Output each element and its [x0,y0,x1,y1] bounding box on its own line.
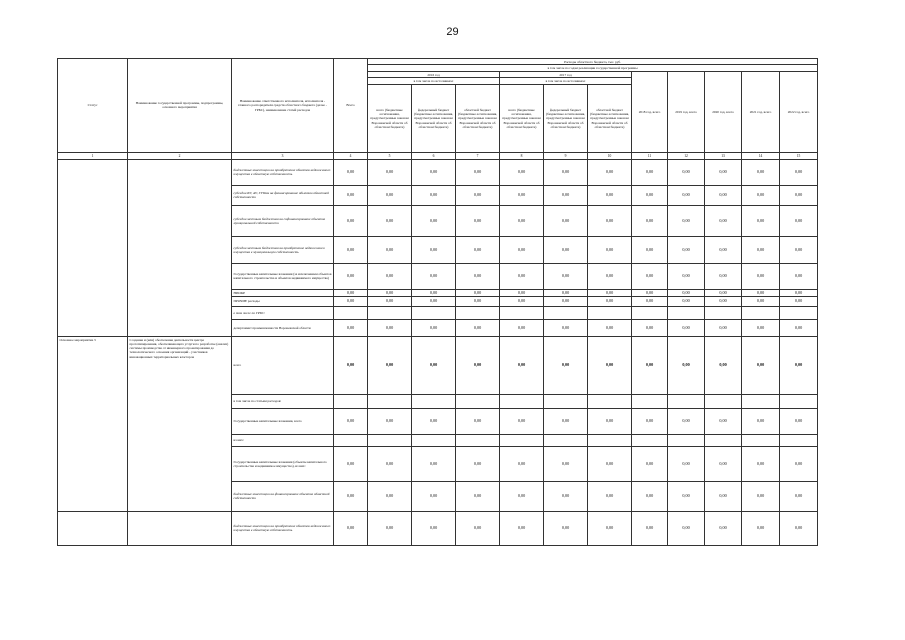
value-cell: 0,00 [412,185,456,205]
value-cell: 0,00 [742,408,780,434]
col-number: 5 [368,152,412,159]
col-number: 10 [588,152,632,159]
row-label: субсидии БУ, АУ, ГУПам на финансирование объектов областной собственности [232,185,334,205]
empty-cell [456,394,500,408]
row-label: субсидии местным бюджетам на приобретение недвижимого имущества в муниципальную собственность [232,236,334,263]
value-cell: 0,00 [500,296,544,306]
row-label: в том числе по ГРБС: [232,306,334,319]
header-by-source-2016: в том числе по источникам: [368,78,500,84]
value-cell: 0,00 [780,296,818,306]
value-cell: 0,00 [412,296,456,306]
row-label: всего [232,336,334,394]
status-main-activity: Основное мероприятие 3 [58,336,128,511]
empty-cell [705,434,742,446]
value-cell: 0,00 [456,159,500,185]
empty-cell [368,434,412,446]
row-label: бюджетные инвестиции на приобретение объектов недвижимого имущества в областную собственность [232,511,334,545]
value-cell: 0,00 [500,446,544,481]
empty-cell [456,434,500,446]
empty-cell [500,434,544,446]
empty-cell [705,394,742,408]
value-cell: 0,00 [742,236,780,263]
col-number: 2 [128,152,232,159]
value-cell: 0,00 [705,481,742,511]
value-cell: 0,00 [334,446,368,481]
header-2020: 2020 год, всего [705,71,742,152]
value-cell: 0,00 [368,205,412,236]
value-cell: 0,00 [412,336,456,394]
row-label: субсидии местным бюджетам на софинансирование объектов муниципальной собственности [232,205,334,236]
value-cell: 0,00 [742,296,780,306]
value-cell: 0,00 [668,336,705,394]
value-cell: 0,00 [456,511,500,545]
row-label: Государственные капитальные вложения, всего [232,408,334,434]
value-cell: 0,00 [456,336,500,394]
value-cell: 0,00 [668,296,705,306]
header-status: Статус [58,59,128,153]
value-cell: 0,00 [368,296,412,306]
value-cell: 0,00 [334,289,368,296]
value-cell: 0,00 [632,336,668,394]
value-cell: 0,00 [368,159,412,185]
value-cell: 0,00 [334,205,368,236]
value-cell: 0,00 [742,336,780,394]
header-2018: 2018 год, всего [632,71,668,152]
value-cell: 0,00 [500,263,544,289]
value-cell: 0,00 [456,289,500,296]
value-cell: 0,00 [780,446,818,481]
value-cell: 0,00 [742,263,780,289]
col-number: 11 [632,152,668,159]
value-cell: 0,00 [588,263,632,289]
empty-cell [368,394,412,408]
row-label: ПРОЧИЕ расходы [232,296,334,306]
value-cell: 0,00 [334,296,368,306]
value-cell: 0,00 [456,236,500,263]
value-cell: 0,00 [456,408,500,434]
col-number: 13 [705,152,742,159]
empty-cell [632,394,668,408]
empty-cell [668,306,705,319]
value-cell: 0,00 [544,511,588,545]
value-cell: 0,00 [544,185,588,205]
value-cell: 0,00 [412,481,456,511]
empty-cell [544,394,588,408]
status-cell-empty [58,511,128,545]
value-cell: 0,00 [412,446,456,481]
value-cell: 0,00 [412,159,456,185]
value-cell: 0,00 [500,205,544,236]
row-label: из них: [232,434,334,446]
row-label: Государственные капитальные вложения (объекты капитального строительства и недвижимое имущество), из них: [232,446,334,481]
value-cell: 0,00 [742,205,780,236]
value-cell: 0,00 [368,336,412,394]
value-cell: 0,00 [544,289,588,296]
value-cell: 0,00 [632,289,668,296]
value-cell: 0,00 [705,296,742,306]
value-cell: 0,00 [705,185,742,205]
value-cell: 0,00 [668,159,705,185]
value-cell: 0,00 [412,319,456,336]
value-cell: 0,00 [412,408,456,434]
value-cell: 0,00 [500,289,544,296]
value-cell: 0,00 [334,263,368,289]
value-cell: 0,00 [334,481,368,511]
value-cell: 0,00 [334,159,368,185]
value-cell: 0,00 [742,159,780,185]
value-cell: 0,00 [705,289,742,296]
value-cell: 0,00 [544,296,588,306]
value-cell: 0,00 [368,185,412,205]
col-number: 4 [334,152,368,159]
empty-cell [588,306,632,319]
value-cell: 0,00 [334,236,368,263]
empty-cell [705,306,742,319]
value-cell: 0,00 [632,185,668,205]
value-cell: 0,00 [742,511,780,545]
header-2017-federal: федеральный бюджет (бюджетные ассигнования, предусмотренные законом Воронежской области об областном бюджете) [544,84,588,152]
empty-cell [334,434,368,446]
value-cell: 0,00 [705,408,742,434]
empty-cell [500,394,544,408]
empty-cell [588,394,632,408]
program-cell-empty [128,159,232,336]
value-cell: 0,00 [544,159,588,185]
value-cell: 0,00 [780,236,818,263]
value-cell: 0,00 [632,205,668,236]
value-cell: 0,00 [588,481,632,511]
value-cell: 0,00 [544,481,588,511]
value-cell: 0,00 [742,185,780,205]
col-number: 3 [232,152,334,159]
value-cell: 0,00 [544,408,588,434]
budget-table [57,58,818,546]
value-cell: 0,00 [334,336,368,394]
value-cell: 0,00 [668,481,705,511]
empty-cell [334,306,368,319]
empty-cell [544,306,588,319]
row-label: Государственные капитальные вложения (за исключением объектов капитального строительства и объектов недвижимого имущества) [232,263,334,289]
empty-cell [780,434,818,446]
value-cell: 0,00 [412,511,456,545]
header-expenses-title: Расходы областного бюджета, тыс. руб. [368,59,818,65]
col-number: 8 [500,152,544,159]
table-row [58,336,818,394]
value-cell: 0,00 [368,408,412,434]
value-cell: 0,00 [780,205,818,236]
value-cell: 0,00 [780,289,818,296]
value-cell: 0,00 [632,236,668,263]
value-cell: 0,00 [544,205,588,236]
value-cell: 0,00 [780,408,818,434]
value-cell: 0,00 [500,511,544,545]
empty-cell [632,306,668,319]
empty-cell [668,394,705,408]
value-cell: 0,00 [456,446,500,481]
row-label: в том числе по статьям расходов: [232,394,334,408]
header-2017-total-source: всего (бюджетные ассигнования, предусмотренные законом Воронежской области об областном бюджете) [500,84,544,152]
empty-cell [742,394,780,408]
header-2019: 2019 год, всего [668,71,705,152]
value-cell: 0,00 [668,319,705,336]
value-cell: 0,00 [705,263,742,289]
value-cell: 0,00 [632,481,668,511]
header-program: Наименование государственной программы, подпрограммы, основного мероприятия [128,59,232,153]
value-cell: 0,00 [544,319,588,336]
value-cell: 0,00 [368,481,412,511]
value-cell: 0,00 [668,205,705,236]
value-cell: 0,00 [668,408,705,434]
empty-cell [742,306,780,319]
empty-cell [632,434,668,446]
value-cell: 0,00 [668,289,705,296]
col-number: 9 [544,152,588,159]
empty-cell [780,394,818,408]
value-cell: 0,00 [588,408,632,434]
status-cell-empty [58,159,128,336]
value-cell: 0,00 [742,446,780,481]
row-label: бюджетные инвестиции на финансирование объектов областной собственности [232,481,334,511]
col-number: 1 [58,152,128,159]
value-cell: 0,00 [544,263,588,289]
value-cell: 0,00 [780,263,818,289]
value-cell: 0,00 [412,263,456,289]
value-cell: 0,00 [668,263,705,289]
row-label: НИОКР [232,289,334,296]
value-cell: 0,00 [368,511,412,545]
value-cell: 0,00 [368,289,412,296]
col-number: 6 [412,152,456,159]
header-2017-regional: областной бюджет (бюджетные ассигнования, предусмотренные законом Воронежской области об областном бюджете) [588,84,632,152]
empty-cell [456,306,500,319]
value-cell: 0,00 [668,446,705,481]
value-cell: 0,00 [334,319,368,336]
empty-cell [500,306,544,319]
value-cell: 0,00 [705,511,742,545]
value-cell: 0,00 [544,236,588,263]
value-cell: 0,00 [588,236,632,263]
value-cell: 0,00 [456,205,500,236]
value-cell: 0,00 [500,481,544,511]
empty-cell [412,434,456,446]
value-cell: 0,00 [368,236,412,263]
value-cell: 0,00 [588,296,632,306]
col-number: 14 [742,152,780,159]
value-cell: 0,00 [632,319,668,336]
value-cell: 0,00 [500,236,544,263]
empty-cell [780,306,818,319]
row-label: бюджетные инвестиции на приобретение объектов недвижимого имущества в областную собственность [232,159,334,185]
value-cell: 0,00 [588,319,632,336]
value-cell: 0,00 [500,319,544,336]
empty-cell [544,434,588,446]
page-number: 29 [446,26,459,38]
value-cell: 0,00 [500,185,544,205]
value-cell: 0,00 [588,289,632,296]
header-year-2017: 2017 год [500,71,632,77]
col-number: 12 [668,152,705,159]
value-cell: 0,00 [500,159,544,185]
value-cell: 0,00 [668,236,705,263]
header-2016-total-source: всего (бюджетные ассигнования, предусмотренные законом Воронежской области об областном бюджете) [368,84,412,152]
value-cell: 0,00 [632,408,668,434]
value-cell: 0,00 [705,205,742,236]
value-cell: 0,00 [632,159,668,185]
header-year-2016: 2016 год [368,71,500,77]
value-cell: 0,00 [368,263,412,289]
value-cell: 0,00 [705,336,742,394]
value-cell: 0,00 [456,481,500,511]
value-cell: 0,00 [544,336,588,394]
value-cell: 0,00 [412,236,456,263]
value-cell: 0,00 [456,263,500,289]
table-row [58,511,818,545]
value-cell: 0,00 [705,446,742,481]
main-activity-name: Создание и (или) обеспечение деятельности центра прототипирования, обеспечивающего услуги по разработке (анализ) системы производства от инженерного проектирования до технологического освоения организаций - участников инновационных территориальных кластеров [128,336,232,511]
header-2022: 2022 год, всего [780,71,818,152]
value-cell: 0,00 [780,159,818,185]
value-cell: 0,00 [588,446,632,481]
value-cell: 0,00 [368,446,412,481]
empty-cell [668,434,705,446]
value-cell: 0,00 [668,511,705,545]
program-cell-empty [128,511,232,545]
value-cell: 0,00 [412,205,456,236]
empty-cell [412,394,456,408]
value-cell: 0,00 [544,446,588,481]
empty-cell [412,306,456,319]
empty-cell [588,434,632,446]
value-cell: 0,00 [780,319,818,336]
value-cell: 0,00 [780,481,818,511]
value-cell: 0,00 [705,236,742,263]
value-cell: 0,00 [632,446,668,481]
col-number: 7 [456,152,500,159]
value-cell: 0,00 [588,336,632,394]
value-cell: 0,00 [334,185,368,205]
value-cell: 0,00 [742,319,780,336]
header-2021: 2021 год, всего [742,71,780,152]
header-executor: Наименование ответственного исполнителя, исполнителя - главного распорядителя средств областного бюджета (далее - ГРБС), наименование статей расходов [232,59,334,153]
value-cell: 0,00 [588,159,632,185]
value-cell: 0,00 [368,319,412,336]
value-cell: 0,00 [456,185,500,205]
value-cell: 0,00 [456,296,500,306]
header-total: Всего [334,59,368,153]
value-cell: 0,00 [742,289,780,296]
value-cell: 0,00 [632,263,668,289]
empty-cell [368,306,412,319]
header-2016-regional: областной бюджет (бюджетные ассигнования, предусмотренные законом Воронежской области об областном бюджете) [456,84,500,152]
row-label: департамент промышленности Воронежской области [232,319,334,336]
header-expenses-sub: в том числе по годам реализации государственной программы [368,65,818,71]
value-cell: 0,00 [632,511,668,545]
value-cell: 0,00 [456,319,500,336]
value-cell: 0,00 [588,205,632,236]
value-cell: 0,00 [780,185,818,205]
header-2016-federal: федеральный бюджет (бюджетные ассигнования, предусмотренные законом Воронежской области об областном бюджете) [412,84,456,152]
value-cell: 0,00 [705,159,742,185]
value-cell: 0,00 [412,289,456,296]
value-cell: 0,00 [668,185,705,205]
value-cell: 0,00 [334,408,368,434]
value-cell: 0,00 [334,511,368,545]
value-cell: 0,00 [632,296,668,306]
value-cell: 0,00 [742,481,780,511]
value-cell: 0,00 [588,511,632,545]
value-cell: 0,00 [780,511,818,545]
value-cell: 0,00 [500,336,544,394]
value-cell: 0,00 [500,408,544,434]
empty-cell [334,394,368,408]
value-cell: 0,00 [780,336,818,394]
col-number: 15 [780,152,818,159]
header-by-source-2017: в том числе по источникам: [500,78,632,84]
value-cell: 0,00 [705,319,742,336]
empty-cell [742,434,780,446]
table-row [58,159,818,185]
column-numbers-row [58,152,818,159]
value-cell: 0,00 [588,185,632,205]
